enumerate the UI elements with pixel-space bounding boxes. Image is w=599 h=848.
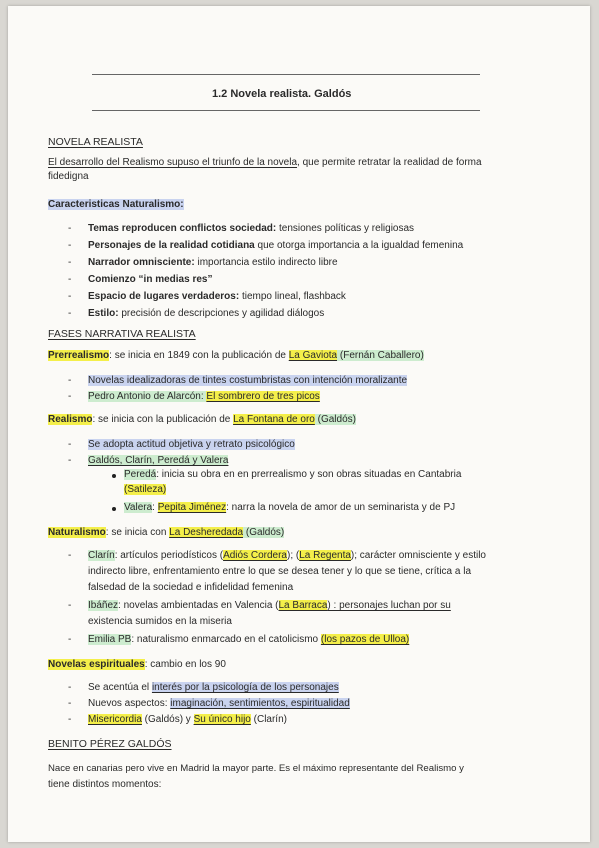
list-dash: - bbox=[68, 455, 72, 466]
prerrealismo-line: Prerrealismo: se inicia en 1849 con la publicación de La Gaviota (Fernán Caballero) bbox=[48, 350, 424, 361]
list-dash: - bbox=[68, 682, 72, 693]
prerrealismo-item-2: Pedro Antonio de Alarcón: El sombrero de tres picos bbox=[88, 391, 320, 402]
valera-line: Valera: Pepita Jiménez: narra la novela de amor de un seminarista y de PJ bbox=[124, 502, 456, 513]
list-dash: - bbox=[68, 600, 72, 611]
title-rule-bottom bbox=[92, 110, 480, 111]
espirituales-item-3: Misericordia (Galdós) y Su único hijo (Clarín) bbox=[88, 714, 287, 725]
realismo-item-1: Se adopta actitud objetiva y retrato psicológico bbox=[88, 439, 295, 450]
prerrealismo-author: (Fernán Caballero) bbox=[337, 350, 424, 361]
espirituales-label: Novelas espirituales bbox=[48, 659, 145, 670]
list-dash: - bbox=[68, 257, 72, 268]
list-dash: - bbox=[68, 274, 72, 285]
espirituales-line: Novelas espirituales: cambio en los 90 bbox=[48, 659, 226, 670]
list-item: Temas reproducen conflictos sociedad: tensiones políticas y religiosas bbox=[88, 223, 415, 234]
realismo-item-2: Galdós, Clarín, Peredá y Valera bbox=[88, 455, 229, 466]
list-dash: - bbox=[68, 375, 72, 386]
naturalismo-author: (Galdós) bbox=[243, 527, 285, 538]
realismo-work: La Fontana de oro bbox=[233, 414, 315, 425]
realismo-author: (Galdós) bbox=[314, 414, 356, 425]
bullet-dot bbox=[112, 507, 116, 511]
list-dash: - bbox=[68, 550, 72, 561]
list-dash: - bbox=[68, 698, 72, 709]
title-rule-top bbox=[92, 74, 480, 75]
list-dash: - bbox=[68, 308, 72, 319]
list-item: Estilo: precisión de descripciones y agilidad diálogos bbox=[88, 308, 325, 319]
list-item: Personajes de la realidad cotidiana que otorga importancia a la igualdad femenina bbox=[88, 240, 464, 251]
list-dash: - bbox=[68, 634, 72, 645]
naturalismo-label: Naturalismo bbox=[48, 527, 106, 538]
list-dash: - bbox=[68, 391, 72, 402]
list-dash: - bbox=[68, 291, 72, 302]
intro-line-1 bbox=[48, 156, 482, 170]
naturalismo-work: La Desheredada bbox=[169, 527, 244, 538]
list-dash: - bbox=[68, 439, 72, 450]
prerrealismo-work: La Gaviota bbox=[288, 350, 338, 361]
section-heading-fases: FASES NARRATIVA REALISTA bbox=[48, 328, 196, 340]
espirituales-item-1: Se acentúa el interés por la psicología de los personajes bbox=[88, 682, 339, 693]
list-item: Narrador omnisciente: importancia estilo indirecto libre bbox=[88, 257, 338, 268]
realismo-label: Realismo bbox=[48, 414, 93, 425]
list-dash: - bbox=[68, 223, 72, 234]
clarin-line-3: falsedad de la sociedad e infidelidad femenina bbox=[88, 582, 294, 593]
realismo-line: Realismo: se inicia con la publicación de La Fontana de oro (Galdós) bbox=[48, 414, 356, 425]
page-title: 1.2 Novela realista. Galdós bbox=[212, 88, 352, 100]
caracteristicas-highlight: Caracteristicas Naturalismo: bbox=[48, 199, 184, 210]
bullet-dot bbox=[112, 474, 116, 478]
intro-rest: , que permite retratar la realidad de forma bbox=[297, 157, 482, 168]
section-heading-galdos: BENITO PÉREZ GALDÓS bbox=[48, 738, 172, 750]
prerrealismo-label: Prerrealismo bbox=[48, 350, 110, 361]
list-item: Comienzo “in medias res” bbox=[88, 274, 213, 285]
ibanez-line-1: Ibáñez: novelas ambientadas en Valencia (La Barraca) : personajes luchan por su bbox=[88, 600, 451, 611]
list-dash: - bbox=[68, 714, 72, 725]
intro-line-2: fidedigna bbox=[48, 171, 89, 182]
intro-underlined: El desarrollo del Realismo supuso el triunfo de la novela bbox=[48, 157, 298, 168]
naturalismo-line: Naturalismo: se inicia con La Desheredada (Galdós) bbox=[48, 527, 285, 538]
galdos-line-2: tiene distintos momentos: bbox=[48, 779, 162, 790]
pereda-line: Peredá: inicia su obra en en prerrealismo y son obras situadas en Cantabria bbox=[124, 469, 462, 480]
list-item: Espacio de lugares verdaderos: tiempo lineal, flashback bbox=[88, 291, 346, 302]
galdos-line-1: Nace en canarias pero vive en Madrid la mayor parte. Es el máximo representante del Realismo y bbox=[48, 763, 464, 774]
document-page bbox=[8, 6, 590, 842]
clarin-line-1: Clarín: artículos periodísticos (Adiós Cordera); (La Regenta); carácter omnisciente y estilo bbox=[88, 550, 486, 561]
espirituales-item-2: Nuevos aspectos: imaginación, sentimientos, espiritualidad bbox=[88, 698, 350, 709]
section-heading-novela-realista: NOVELA REALISTA bbox=[48, 136, 143, 148]
list-dash: - bbox=[68, 240, 72, 251]
ibanez-line-2: existencia sumidos en la miseria bbox=[88, 616, 232, 627]
clarin-line-2: indirecto libre, enfrentamiento entre lo que se desea tener y lo que se tiene, crítica a la bbox=[88, 566, 472, 577]
emilia-line: Emilia PB: naturalismo enmarcado en el catolicismo (los pazos de Ulloa) bbox=[88, 634, 410, 645]
pereda-work: (Satileza) bbox=[124, 484, 167, 495]
caracteristicas-heading bbox=[48, 198, 184, 212]
prerrealismo-item-1: Novelas idealizadoras de tintes costumbristas con intención moralizante bbox=[88, 375, 408, 386]
